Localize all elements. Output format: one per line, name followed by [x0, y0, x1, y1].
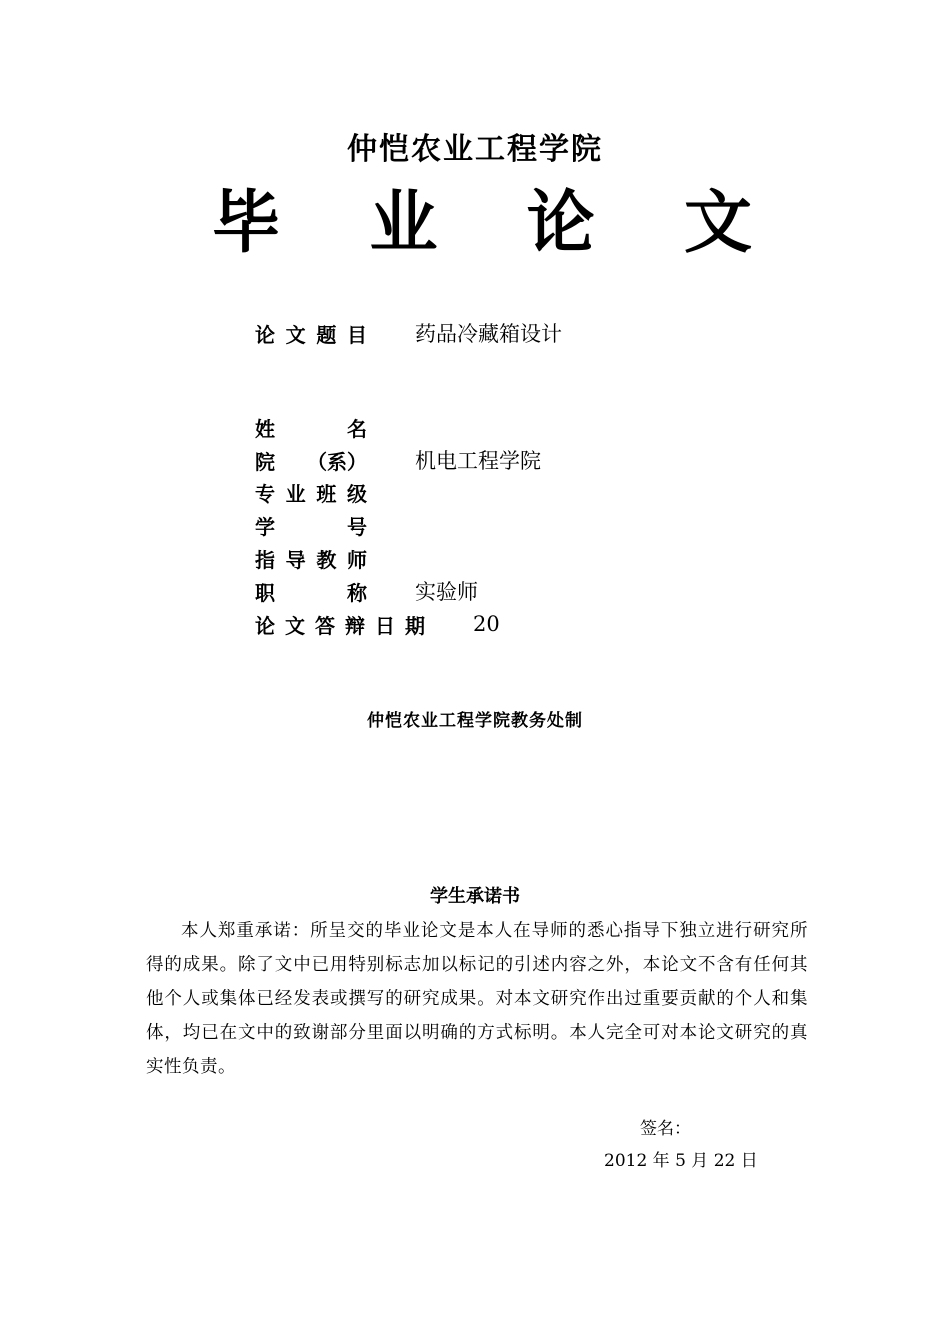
- info-row-defense-date: [255, 609, 500, 639]
- info-row-topic: [255, 318, 562, 348]
- info-row-student-id: [255, 510, 415, 540]
- pledge-date: 2012 年 5 月 22 日: [604, 1151, 758, 1171]
- label-char: 业: [285, 481, 306, 506]
- label-char: 班: [316, 481, 337, 506]
- department-value: 机电工程学院: [415, 449, 541, 473]
- label-char: 题: [316, 322, 337, 347]
- label-char: 专: [255, 481, 275, 506]
- info-row-major-class: [255, 477, 415, 507]
- label-char: 日: [375, 613, 395, 638]
- label-char: 号: [347, 514, 367, 539]
- label-char: 论: [255, 322, 275, 347]
- info-row-department: [255, 445, 541, 475]
- student-id-label: [255, 511, 367, 540]
- info-row-title: [255, 576, 478, 606]
- school-name: 仲恺农业工程学院: [347, 132, 603, 167]
- advisor-label: [255, 544, 367, 573]
- title-label: [255, 577, 367, 606]
- label-char: 姓: [255, 416, 275, 441]
- name-label: [255, 413, 367, 442]
- label-char: 文: [285, 613, 305, 638]
- document-title-char: 毕: [212, 184, 281, 263]
- document-title-char: 业: [369, 184, 438, 263]
- label-char: 级: [346, 481, 367, 506]
- label-char: 称: [347, 580, 367, 605]
- label-char: 文: [285, 322, 306, 347]
- label-char: 指: [255, 547, 275, 572]
- department-label: [255, 446, 367, 475]
- label-char: 答: [315, 613, 335, 638]
- defense-date-label: [255, 610, 425, 639]
- topic-label: [255, 319, 367, 348]
- label-char: 导: [285, 547, 306, 572]
- issuing-office: 仲恺农业工程学院教务处制: [367, 711, 583, 731]
- document-title-char: 文: [683, 184, 752, 263]
- document-title: [212, 186, 752, 262]
- pledge-body: 本人郑重承诺：所呈交的毕业论文是本人在导师的悉心指导下独立进行研究所得的成果。除了文中已用特别标志加以标记的引述内容之外，本论文不含有任何其他个人或集体已经发表或撰写的研究成果。对本文研究作出过重要贡献的个人和集体，均已在文中的致谢部分里面以明确的方式标明。本人完全可对本论文研究的真实性负责。: [146, 921, 808, 1077]
- label-char: 名: [347, 416, 367, 441]
- label-char: 目: [346, 322, 367, 347]
- label-char: 职: [255, 580, 275, 605]
- label-char: 辩: [345, 613, 365, 638]
- label-char: 论: [255, 613, 275, 638]
- defense-date-value: 20: [473, 612, 500, 636]
- signature-label: 签名：: [640, 1119, 691, 1139]
- major-class-label: [255, 478, 367, 507]
- document-title-char: 论: [526, 184, 595, 263]
- topic-value: 药品冷藏箱设计: [415, 322, 562, 346]
- info-row-name: [255, 412, 415, 442]
- label-char: 期: [405, 613, 425, 638]
- label-char: 学: [255, 514, 275, 539]
- label-char: 教: [316, 547, 337, 572]
- info-row-advisor: [255, 543, 415, 573]
- pledge-title: 学生承诺书: [430, 886, 520, 907]
- label-char: 院: [255, 449, 275, 474]
- title-value: 实验师: [415, 580, 478, 604]
- label-char: （系）: [307, 449, 367, 474]
- label-char: 师: [346, 547, 367, 572]
